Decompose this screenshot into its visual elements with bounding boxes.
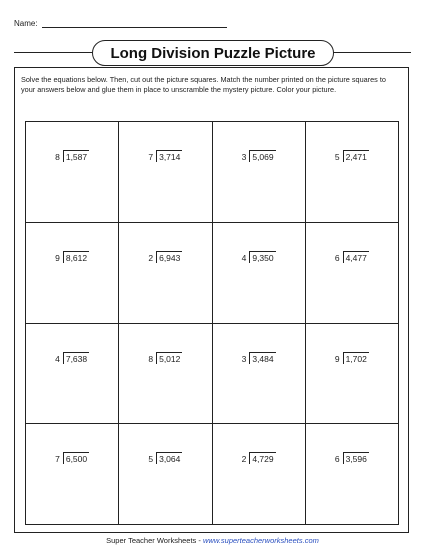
- division-problem: [213, 150, 305, 162]
- divisor: 2: [241, 454, 247, 465]
- dividend: 4,729: [249, 452, 275, 464]
- divisor: 6: [334, 454, 340, 465]
- division-problem: [119, 150, 211, 162]
- division-problem: [213, 352, 305, 364]
- division-problem: [213, 251, 305, 263]
- dividend: 9,350: [249, 251, 275, 263]
- divisor: 3: [241, 353, 247, 364]
- division-problem: [213, 452, 305, 464]
- problem-cell: [306, 324, 399, 425]
- problem-cell: [213, 223, 306, 324]
- dividend: 7,638: [63, 352, 89, 364]
- problem-cell: [213, 122, 306, 223]
- problem-cell: [306, 223, 399, 324]
- dividend: 2,471: [343, 150, 369, 162]
- footer-url: www.superteacherworksheets.com: [202, 536, 319, 545]
- divisor: 4: [55, 353, 60, 364]
- dividend: 1,702: [343, 352, 369, 364]
- problem-grid: [25, 121, 399, 525]
- name-field-row: [14, 19, 227, 28]
- division-problem: [26, 251, 118, 263]
- division-problem: [119, 251, 211, 263]
- worksheet-box: [14, 67, 409, 533]
- name-line: [42, 19, 227, 28]
- division-problem: [26, 452, 118, 464]
- dividend: 3,714: [156, 150, 182, 162]
- divisor: 5: [148, 454, 154, 465]
- division-problem: [119, 352, 211, 364]
- dividend: 6,943: [156, 251, 182, 263]
- problem-cell: [119, 424, 212, 525]
- divisor: 8: [55, 152, 60, 162]
- footer-text: Super Teacher Worksheets -: [106, 536, 203, 545]
- divisor: 7: [148, 152, 154, 162]
- divisor: 6: [334, 252, 340, 263]
- dividend: 1,587: [63, 150, 89, 162]
- name-label: Name:: [14, 19, 38, 28]
- dividend: 8,612: [63, 251, 89, 263]
- divisor: 5: [334, 152, 340, 162]
- problem-cell: [306, 424, 399, 525]
- problem-cell: [26, 324, 119, 425]
- dividend: 5,069: [249, 150, 275, 162]
- dividend: 3,064: [156, 452, 182, 464]
- dividend: 5,012: [156, 352, 182, 364]
- instructions: Solve the equations below. Then, cut out the picture squares. Match the number printed on the picture squares to your answers below and glue them in place to unscramble the mystery picture. Color your picture.: [21, 75, 386, 94]
- page-title: Long Division Puzzle Picture: [92, 40, 334, 66]
- division-problem: [26, 150, 118, 162]
- divisor: 9: [55, 252, 60, 263]
- divisor: 4: [241, 252, 247, 263]
- divisor: 2: [148, 252, 154, 263]
- divisor: 8: [148, 353, 154, 364]
- problem-cell: [306, 122, 399, 223]
- division-problem: [306, 251, 398, 263]
- problem-cell: [213, 324, 306, 425]
- division-problem: [306, 352, 398, 364]
- problem-cell: [119, 122, 212, 223]
- problem-cell: [213, 424, 306, 525]
- dividend: 6,500: [63, 452, 89, 464]
- division-problem: [119, 452, 211, 464]
- divisor: 7: [55, 454, 60, 465]
- problem-cell: [26, 122, 119, 223]
- problem-cell: [119, 324, 212, 425]
- dividend: 3,596: [343, 452, 369, 464]
- divisor: 3: [241, 152, 247, 162]
- dividend: 4,477: [343, 251, 369, 263]
- divisor: 9: [334, 353, 340, 364]
- division-problem: [306, 150, 398, 162]
- problem-cell: [26, 424, 119, 525]
- division-problem: [26, 352, 118, 364]
- division-problem: [306, 452, 398, 464]
- footer: [0, 536, 425, 545]
- problem-cell: [119, 223, 212, 324]
- dividend: 3,484: [249, 352, 275, 364]
- problem-cell: [26, 223, 119, 324]
